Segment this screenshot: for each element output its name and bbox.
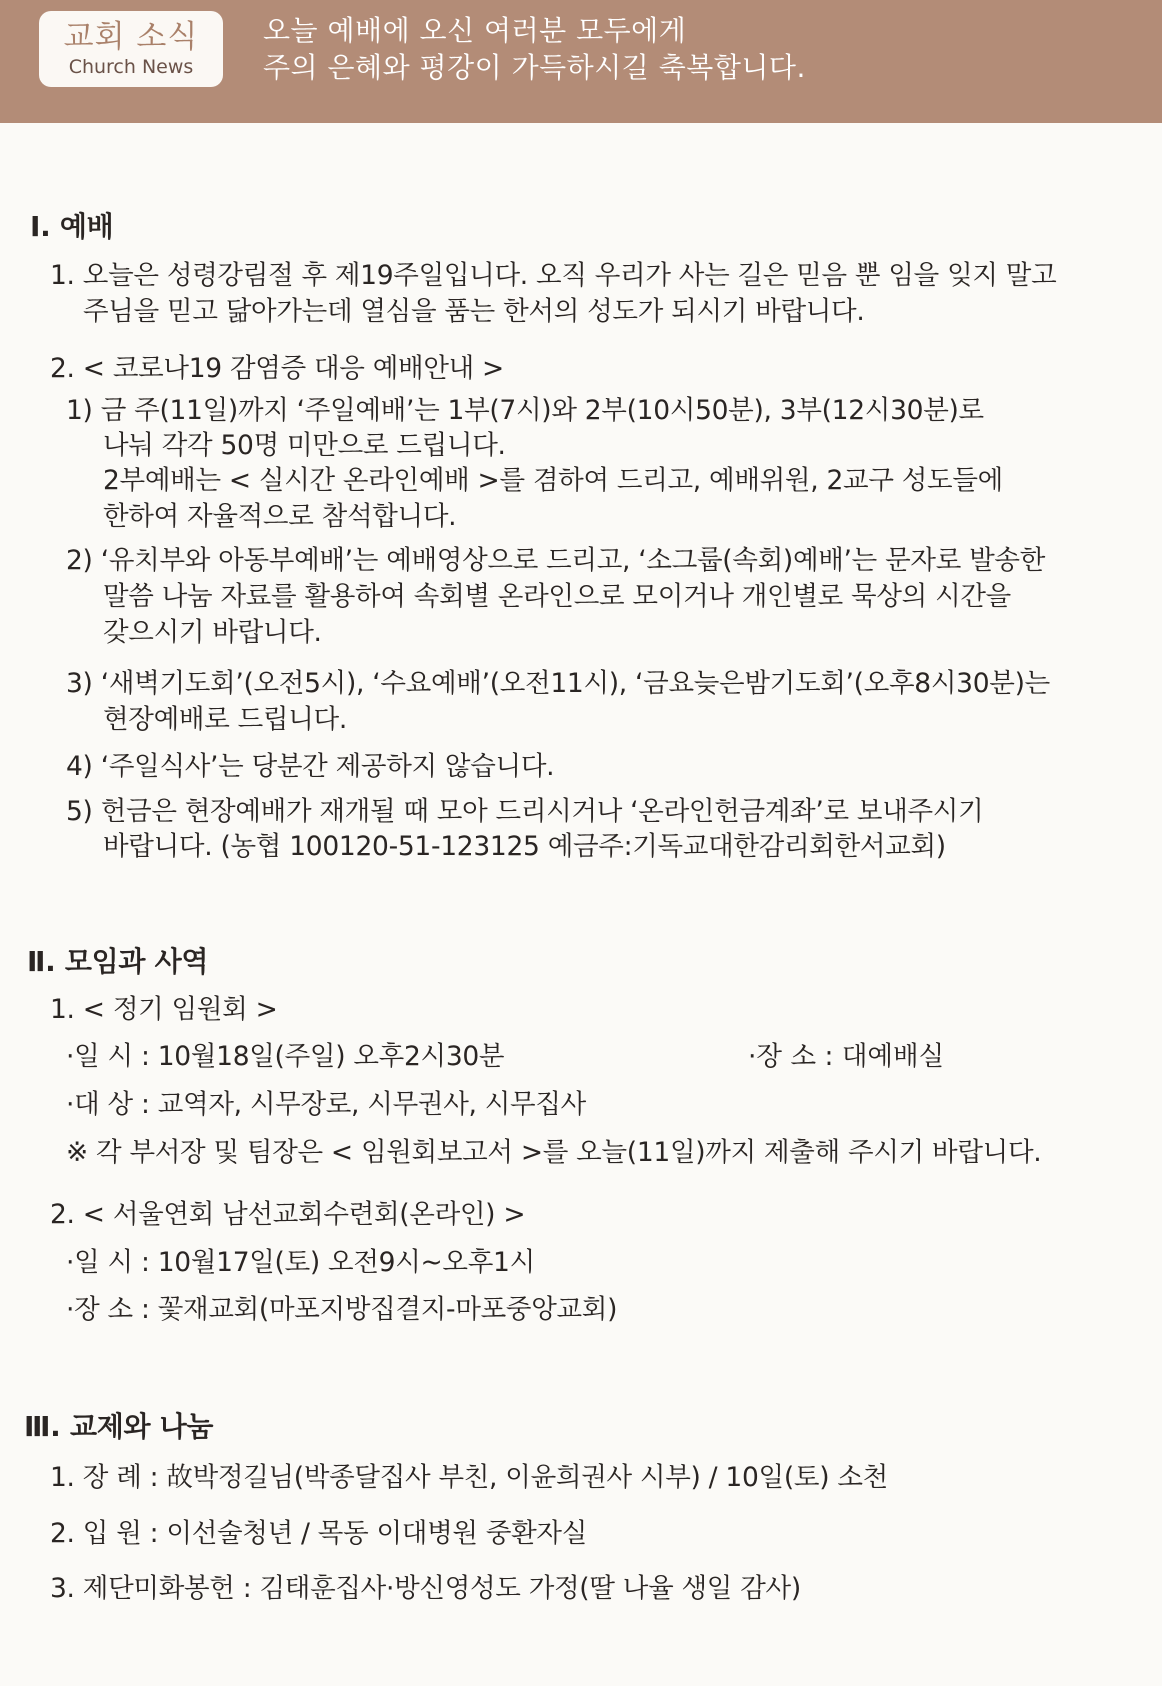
text-line: 1. 오늘은 성령강림절 후 제19주일입니다. 오직 우리가 사는 길은 믿음 뿐 임을 잊지 말고: [50, 260, 1057, 291]
badge-title-ko: 교회 소식: [63, 19, 199, 55]
badge-title-en: Church News: [68, 56, 194, 78]
text-line: 4) ‘주일식사’는 당분간 제공하지 않습니다.: [66, 751, 555, 782]
section-title-worship: Ⅰ. 예배: [30, 210, 114, 243]
greeting-line: 오늘 예배에 오신 여러분 모두에게: [263, 14, 687, 47]
text-line: 바랍니다. (농협 100120-51-123125 예금주:기독교대한감리회한서교회): [103, 831, 946, 862]
text-line: ·대 상 : 교역자, 시무장로, 시무권사, 시무집사: [66, 1089, 586, 1120]
text-line: 2. < 서울연회 남선교회수련회(온라인) >: [50, 1199, 526, 1230]
text-line: ·일 시 : 10월18일(주일) 오후2시30분: [66, 1041, 505, 1072]
text-line: 한하여 자율적으로 참석합니다.: [103, 501, 457, 532]
text-line: 2. < 코로나19 감염증 대응 예배안내 >: [50, 353, 504, 384]
text-line: 현장예배로 드립니다.: [103, 704, 347, 735]
text-line: ·일 시 : 10월17일(토) 오전9시~오후1시: [66, 1247, 535, 1278]
text-line: ·장 소 : 꽃재교회(마포지방집결지-마포중앙교회): [66, 1294, 618, 1325]
text-line: 주님을 믿고 닮아가는데 열심을 품는 한서의 성도가 되시기 바랍니다.: [83, 296, 865, 327]
text-line: 나눠 각각 50명 미만으로 드립니다.: [103, 430, 506, 461]
section-title-fellowship: Ⅲ. 교제와 나눔: [24, 1410, 214, 1443]
text-line: 3. 제단미화봉헌 : 김태훈집사·방신영성도 가정(딸 나율 생일 감사): [50, 1573, 801, 1604]
text-line: 1. 장 례 : 故박정길님(박종달집사 부친, 이윤희권사 시부) / 10일(토) 소천: [50, 1462, 888, 1493]
text-line: 2) ‘유치부와 아동부예배’는 예배영상으로 드리고, ‘소그룹(속회)예배’는 문자로 발송한: [66, 545, 1046, 576]
meeting-place: ·장 소 : 대예배실: [748, 1041, 945, 1072]
text-line: 말씀 나눔 자료를 활용하여 속회별 온라인으로 모이거나 개인별로 묵상의 시간을: [103, 581, 1011, 612]
text-line: 3) ‘새벽기도회’(오전5시), ‘수요예배’(오전11시), ‘금요늦은밤기도회’(오후8시30분)는: [66, 668, 1050, 699]
text-line: ※ 각 부서장 및 팀장은 < 임원회보고서 >를 오늘(11일)까지 제출해 주시기 바랍니다.: [66, 1137, 1042, 1168]
greeting-line: 주의 은혜와 평강이 가득하시길 축복합니다.: [263, 51, 806, 84]
section-title-meetings: Ⅱ. 모임과 사역: [27, 945, 209, 978]
text-line: 2부예배는 < 실시간 온라인예배 >를 겸하여 드리고, 예배위원, 2교구 성도들에: [103, 465, 1003, 496]
text-line: 갖으시기 바랍니다.: [103, 617, 322, 648]
text-line: 5) 헌금은 현장예배가 재개될 때 모아 드리시거나 ‘온라인헌금계좌’로 보내주시기: [66, 796, 984, 827]
text-line: 1. < 정기 임원회 >: [50, 994, 278, 1025]
text-line: 1) 금 주(11일)까지 ‘주일예배’는 1부(7시)와 2부(10시50분), 3부(12시30분)로: [66, 395, 984, 426]
text-line: 2. 입 원 : 이선술청년 / 목동 이대병원 중환자실: [50, 1518, 588, 1549]
